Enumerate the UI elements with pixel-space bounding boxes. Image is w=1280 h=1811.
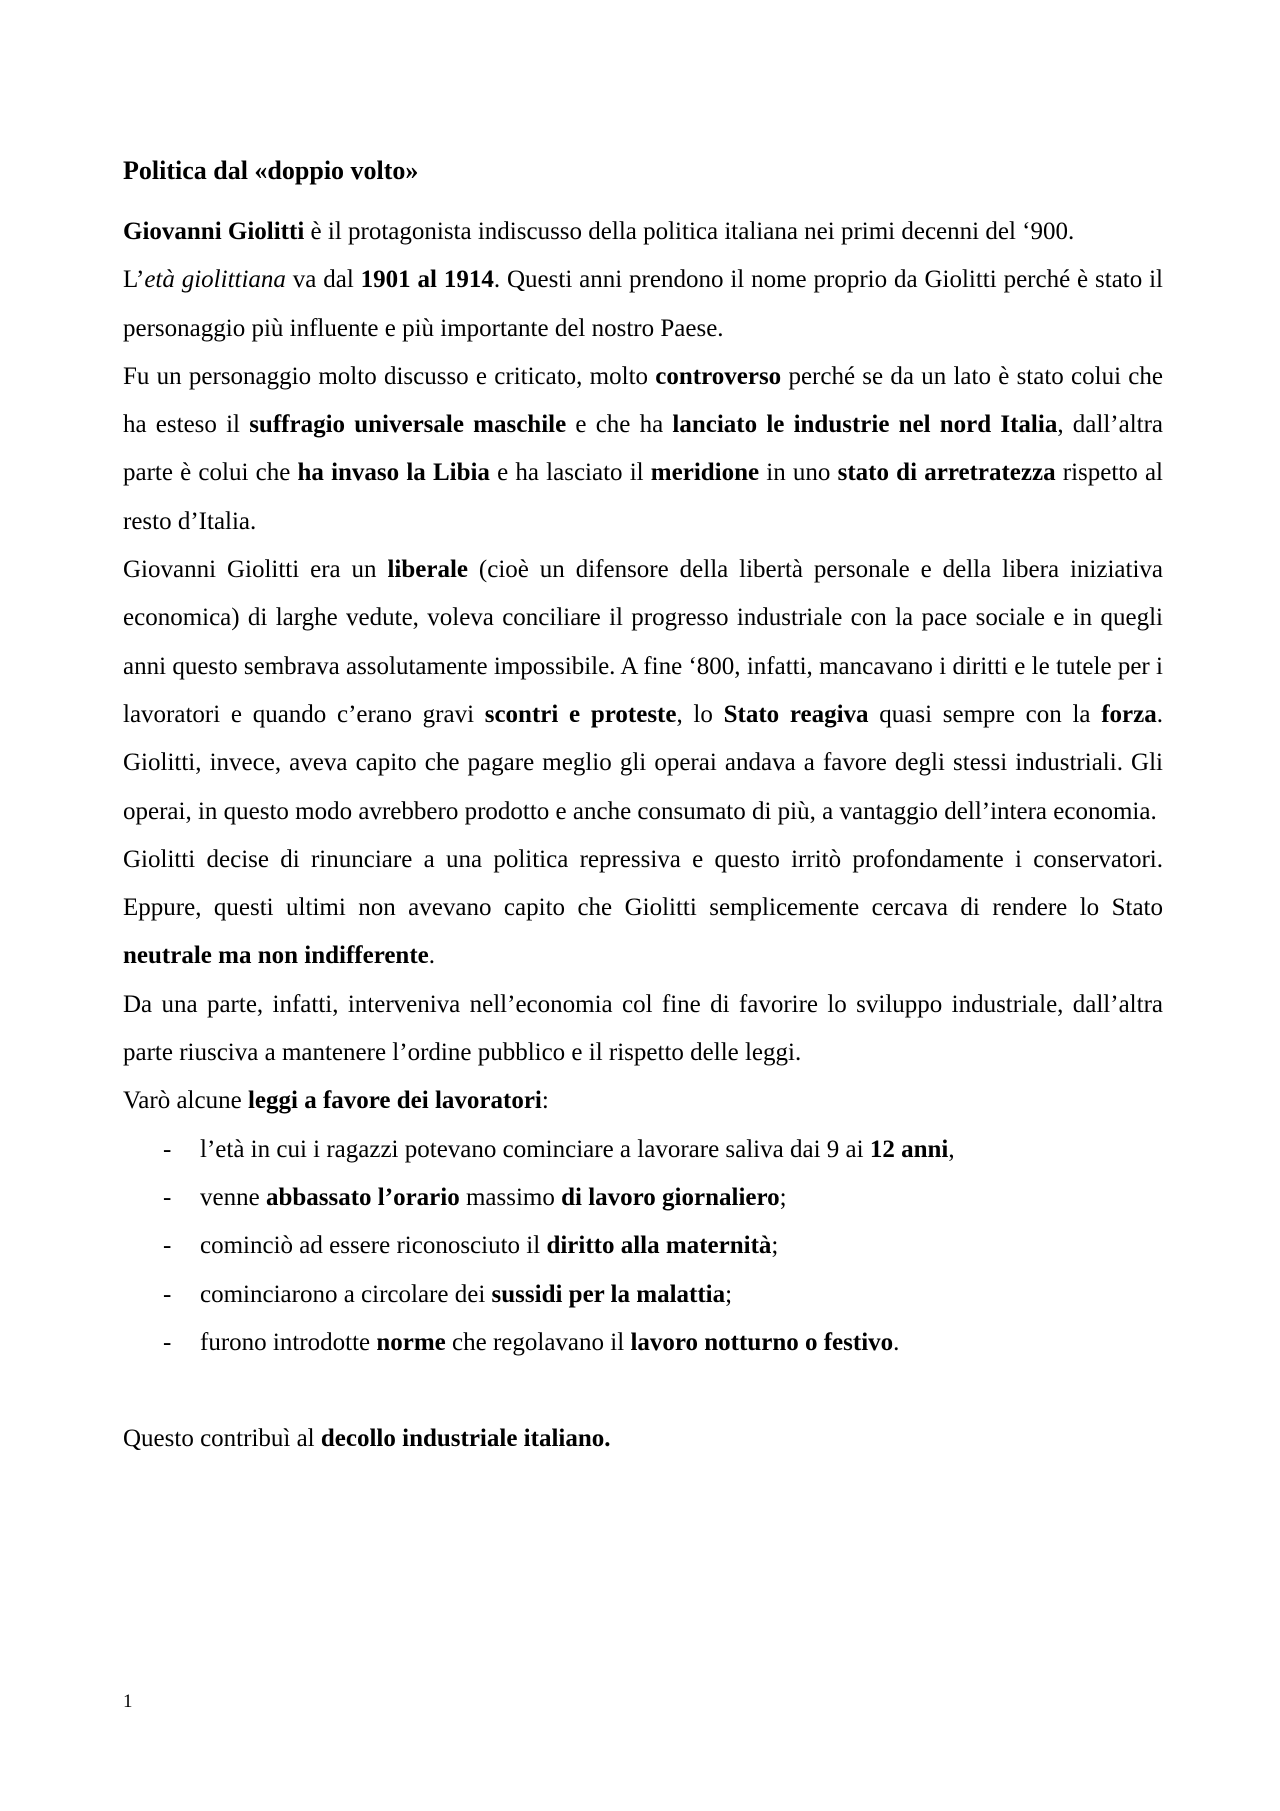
text-run: Giolitti decise di rinunciare a una politica repressiva e questo irritò profondamente i conservatori. Eppure, questi ultimi non avevano capito che Giolitti semplicemente cercava di rendere lo Stato [123,845,1163,922]
bold-text: controverso [655,362,782,390]
paragraph [123,981,1163,1078]
page-number: 1 [123,1691,133,1712]
bold-text: meridione [650,459,760,487]
list-item [123,1271,1163,1319]
text-run: ; [725,1280,733,1308]
text-run: , [948,1135,955,1163]
text-run: ; [779,1183,787,1211]
bold-text: lanciato le industrie nel nord Italia [672,411,1058,439]
bold-text: Giovanni Giolitti [123,218,305,245]
document-body [123,146,1163,1464]
text-run: furono introdotte [200,1328,377,1356]
text-run: venne [200,1183,266,1211]
text-run: massimo [459,1183,562,1211]
text-run: quasi sempre con la [868,700,1102,728]
page-title: Politica dal «doppio volto» [123,156,419,185]
paragraph [123,208,1163,256]
text-run: . [428,942,436,970]
text-run: cominciò ad essere riconosciuto il [200,1232,547,1260]
list-item [123,1319,1163,1367]
bold-text: 1901 al 1914 [360,266,494,294]
text-run: L’ [123,266,145,294]
bold-text: sussidi per la malattia [491,1280,726,1308]
bold-text: diritto alla maternità [546,1232,772,1260]
text-run: perché se da un lato è stato colui che ha esteso il [123,362,1163,439]
text-run: . [893,1328,900,1356]
bold-text: 12 anni [869,1135,949,1163]
bold-text: Stato reagiva [723,700,869,728]
list-item-text [200,1232,778,1259]
text-run: va dal [285,266,361,294]
text-run: . Questi anni prendono il nome proprio da Giolitti perché è stato il personaggio più influente e più importante del nostro Paese. [123,266,1164,342]
bold-text: leggi a favore dei lavoratori [247,1087,542,1115]
blank-line [123,1367,1163,1415]
bold-text: suffragio universale maschile [249,411,567,439]
bold-text: abbassato l’orario [265,1183,460,1211]
bold-text: forza [1101,700,1157,728]
text-run: e ha lasciato il [489,459,651,487]
list-bullet: - [163,1232,172,1260]
paragraph [123,546,1163,836]
text-run: ; [771,1232,779,1260]
text-run: (cioè un difensore della libertà personale e della libera iniziativa economica) di larghe vedute, voleva conciliare il progresso industriale con la pace sociale e in quegli anni questo sembrava assolutamente impossibile. A fine ‘800, infatti, mancavano i diritti e le tutele per i lavoratori e quando c’erano gravi [123,556,1163,728]
list-bullet: - [163,1328,172,1356]
closing-paragraph [123,1415,1163,1463]
bold-text: decollo industriale italiano. [320,1425,611,1453]
text-run: : [541,1087,549,1115]
bold-text: di lavoro giornaliero [561,1183,780,1211]
list-item-text [200,1184,787,1211]
text-run: l’età in cui i ragazzi potevano cominciare a lavorare saliva dai 9 ai [200,1135,870,1163]
text-run: Fu un personaggio molto discusso e criticato, molto [123,362,656,390]
italic-text: età giolittiana [144,266,286,294]
text-run: in uno [759,459,838,487]
paragraph [123,836,1163,981]
bold-text: stato di arretratezza [837,459,1056,487]
list-item [123,1174,1163,1222]
paragraph [123,256,1163,353]
list-item-text [200,1329,899,1356]
text-run: è il protagonista indiscusso della politica italiana nei primi decenni del ‘900. [304,218,1075,245]
laws-list [123,1126,1163,1367]
list-item [123,1126,1163,1174]
text-run: Varò alcune [123,1087,248,1115]
paragraph [123,1077,1163,1125]
bold-text: norme [376,1328,446,1356]
text-run: cominciarono a circolare dei [200,1280,492,1308]
bold-text: scontri e proteste [484,700,677,728]
text-run: Questo contribuì al [123,1425,321,1453]
list-item-text [200,1136,955,1163]
text-run: e che ha [566,411,673,439]
bold-text: lavoro notturno o festivo [630,1328,894,1356]
list-bullet: - [163,1135,172,1163]
paragraph [123,353,1163,546]
text-run: . Giolitti, invece, aveva capito che pagare meglio gli operai andava a favore degli stessi industriali. Gli operai, in questo modo avrebbero prodotto e anche consumato di più, a vantaggio dell’intera economia. [123,700,1163,825]
list-item [123,1222,1163,1270]
bold-text: liberale [387,556,468,584]
list-item-text [200,1281,732,1308]
text-run: Da una parte, infatti, interveniva nell’economia col fine di favorire lo sviluppo industriale, dall’altra parte riusciva a mantenere l’ordine pubblico e il rispetto delle leggi. [123,990,1163,1067]
list-bullet: - [163,1280,172,1308]
text-run: rispetto al resto d’Italia. [123,459,1163,535]
text-run: Giovanni Giolitti era un [123,556,388,584]
list-bullet: - [163,1183,172,1211]
text-run: , lo [676,700,724,728]
bold-text: neutrale ma non indifferente [123,942,429,970]
bold-text: ha invaso la Libia [297,459,490,487]
text-run: che regolavano il [445,1328,631,1356]
text-run: , dall’altra parte è colui che [123,411,1164,487]
